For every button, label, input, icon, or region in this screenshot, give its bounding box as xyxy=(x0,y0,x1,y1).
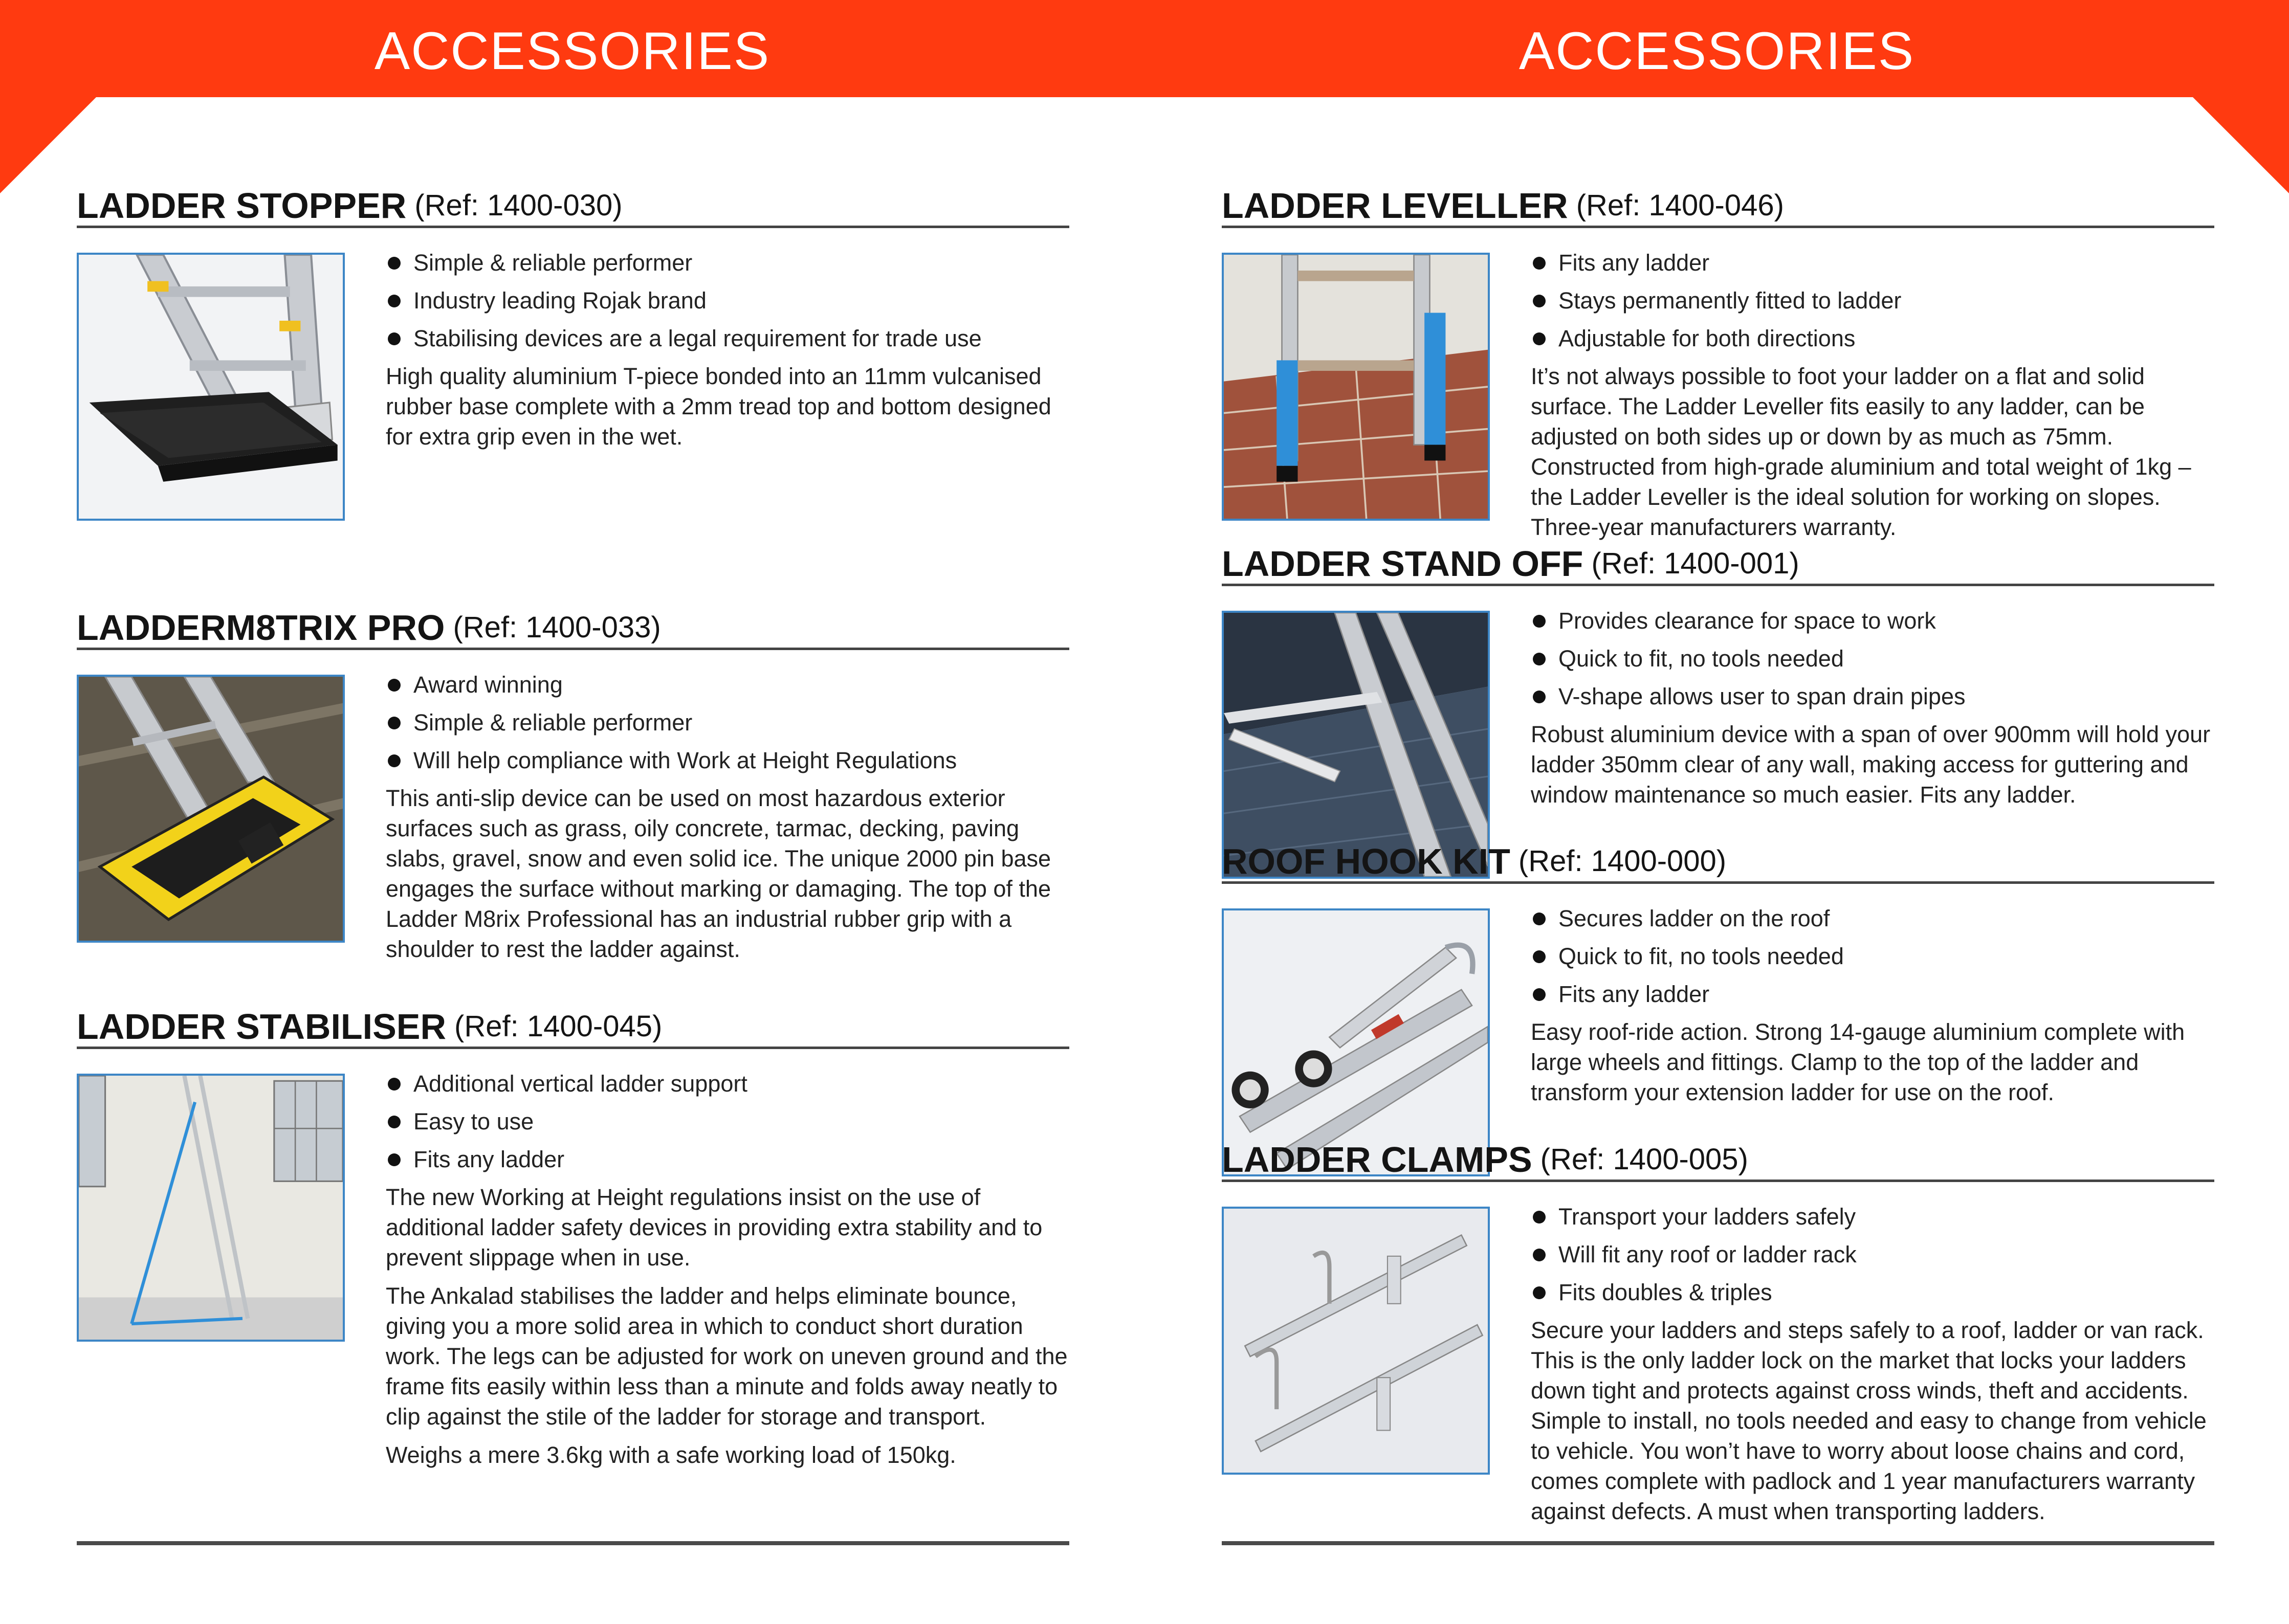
banner-corner-right xyxy=(2192,96,2289,193)
roof-hook-kit-photo xyxy=(1222,908,1490,1176)
product-name: LADDER STABILISER xyxy=(77,1007,447,1047)
bullet-item: Industry leading Rojak brand xyxy=(386,285,1071,316)
product-heading xyxy=(1222,544,2214,586)
product-ladder-leveller xyxy=(1222,186,2214,540)
description-paragraph: It’s not always possible to foot your ladder on a flat and solid surface. The Ladder Leveller fits easily to any ladder, can be adjusted on both sides up or down by as much as 75mm. Constructed from high-grade aluminium and total weight of 1kg – the Ladder Leveller is the ideal solution for working on slopes. Three-year manufacturers warranty. xyxy=(1531,363,2191,540)
bullet-item: Additional vertical ladder support xyxy=(386,1069,1071,1099)
product-ref: (Ref: 1400-030) xyxy=(414,189,623,222)
product-roof-hook-kit xyxy=(1222,841,2214,1105)
product-heading xyxy=(77,608,1069,650)
product-ladder-stopper xyxy=(77,186,1069,450)
ladder-stand-off-photo xyxy=(1222,611,1490,879)
header-banner xyxy=(0,0,2289,97)
description-paragraph: Secure your ladders and steps safely to a roof, ladder or van rack. This is the only ladder lock on the market that locks your ladders down tight and protects against cross winds, theft and accidents. Simple to install, no tools needed and easy to change from vehicle to vehicle. You won’t have to worry about loose chains and cord, comes complete with padlock and 1 year manufacturers warranty against defects. A must when transporting ladders. xyxy=(1531,1317,2207,1524)
bullet-item: Quick to fit, no tools needed xyxy=(1531,941,2216,971)
product-ref: (Ref: 1400-001) xyxy=(1591,547,1799,580)
description-paragraph: Robust aluminium device with a span of over 900mm will hold your ladder 350mm clear of any wall, making access for guttering and window maintenance so much easier. Fits any ladder. xyxy=(1531,721,2211,808)
product-ladder-stand-off xyxy=(1222,544,2214,808)
product-name: LADDER LEVELLER xyxy=(1222,186,1568,226)
bullet-item: Simple & reliable performer xyxy=(386,707,1071,738)
description-paragraph: Weighs a mere 3.6kg with a safe working load of 150kg. xyxy=(386,1442,956,1468)
product-ladder-clamps xyxy=(1222,1140,2214,1524)
product-ref: (Ref: 1400-046) xyxy=(1576,189,1784,222)
product-ref: (Ref: 1400-005) xyxy=(1540,1143,1748,1176)
product-ladderm8trix-pro xyxy=(77,608,1069,962)
bullet-item: Fits any ladder xyxy=(1531,248,2216,278)
product-heading xyxy=(77,1007,1069,1049)
ladderm8trix-pro-photo xyxy=(77,675,345,943)
bullet-item: Stays permanently fitted to ladder xyxy=(1531,285,2216,316)
bullet-item: Will fit any roof or ladder rack xyxy=(1531,1239,2216,1270)
footer-rule-left xyxy=(77,1541,1069,1545)
bullet-item: V-shape allows user to span drain pipes xyxy=(1531,681,2216,711)
product-description xyxy=(1531,606,2216,818)
product-name: LADDER CLAMPS xyxy=(1222,1140,1532,1180)
description-paragraph: The Ankalad stabilises the ladder and helps eliminate bounce, giving you a more solid area in which to conduct short duration work. The legs can be adjusted for work on uneven ground and the frame fits easily within less than a minute and folds away neatly to clip against the stile of the ladder for storage and transport. xyxy=(386,1283,1068,1430)
footer-rule-right xyxy=(1222,1541,2214,1545)
product-ladder-stabiliser xyxy=(77,1007,1069,1468)
ladder-stabiliser-photo xyxy=(77,1074,345,1342)
bullet-item: Fits any ladder xyxy=(1531,979,2216,1009)
bullet-item: Stabilising devices are a legal requirement for trade use xyxy=(386,323,1071,353)
bullet-item: Will help compliance with Work at Height Regulations xyxy=(386,745,1071,775)
description-paragraph: Easy roof-ride action. Strong 14-gauge aluminium complete with large wheels and fittings. Clamp to the top of the ladder and transform your extension ladder for use on the roof. xyxy=(1531,1019,2185,1105)
product-description xyxy=(386,1069,1071,1478)
product-name: LADDER STOPPER xyxy=(77,186,407,226)
product-ref: (Ref: 1400-033) xyxy=(453,611,661,644)
ladder-leveller-photo xyxy=(1222,253,1490,521)
product-name: LADDER STAND OFF xyxy=(1222,544,1583,584)
bullet-item: Award winning xyxy=(386,670,1071,700)
product-description xyxy=(1531,248,2216,550)
bullet-item: Fits any ladder xyxy=(386,1144,1071,1174)
product-name: ROOF HOOK KIT xyxy=(1222,841,1510,881)
ladder-clamps-photo xyxy=(1222,1207,1490,1475)
bullet-item: Easy to use xyxy=(386,1106,1071,1137)
bullet-item: Secures ladder on the roof xyxy=(1531,903,2216,933)
product-description xyxy=(1531,1202,2216,1534)
product-description xyxy=(386,248,1071,460)
product-description xyxy=(386,670,1071,972)
product-heading xyxy=(1222,841,2214,884)
bullet-item: Provides clearance for space to work xyxy=(1531,606,2216,636)
bullet-item: Simple & reliable performer xyxy=(386,248,1071,278)
bullet-item: Fits doubles & triples xyxy=(1531,1277,2216,1307)
bullet-item: Adjustable for both directions xyxy=(1531,323,2216,353)
product-ref: (Ref: 1400-000) xyxy=(1518,844,1727,878)
product-name: LADDERM8TRIX PRO xyxy=(77,608,445,648)
product-heading xyxy=(1222,186,2214,228)
banner-corner-left xyxy=(0,96,97,193)
bullet-item: Transport your ladders safely xyxy=(1531,1202,2216,1232)
product-heading xyxy=(77,186,1069,228)
product-description xyxy=(1531,903,2216,1116)
description-paragraph: This anti-slip device can be used on most hazardous exterior surfaces such as grass, oily concrete, tarmac, decking, paving slabs, gravel, snow and even solid ice. The unique 2000 pin base engages the surface without marking or damaging. The top of the Ladder M8rix Professional has an industrial rubber grip with a shoulder to rest the ladder against. xyxy=(386,785,1051,962)
product-heading xyxy=(1222,1140,2214,1182)
description-paragraph: High quality aluminium T-piece bonded into an 11mm vulcanised rubber base complete with a 2mm tread top and bottom designed for extra grip even in the wet. xyxy=(386,363,1051,450)
bullet-item: Quick to fit, no tools needed xyxy=(1531,643,2216,674)
product-ref: (Ref: 1400-045) xyxy=(454,1010,663,1043)
ladder-stopper-photo xyxy=(77,253,345,521)
page-title-left: ACCESSORIES xyxy=(374,21,771,81)
description-paragraph: The new Working at Height regulations insist on the use of additional ladder safety devices in providing extra stability and to prevent slippage when in use. xyxy=(386,1184,1043,1271)
page-title-right: ACCESSORIES xyxy=(1518,21,1915,81)
